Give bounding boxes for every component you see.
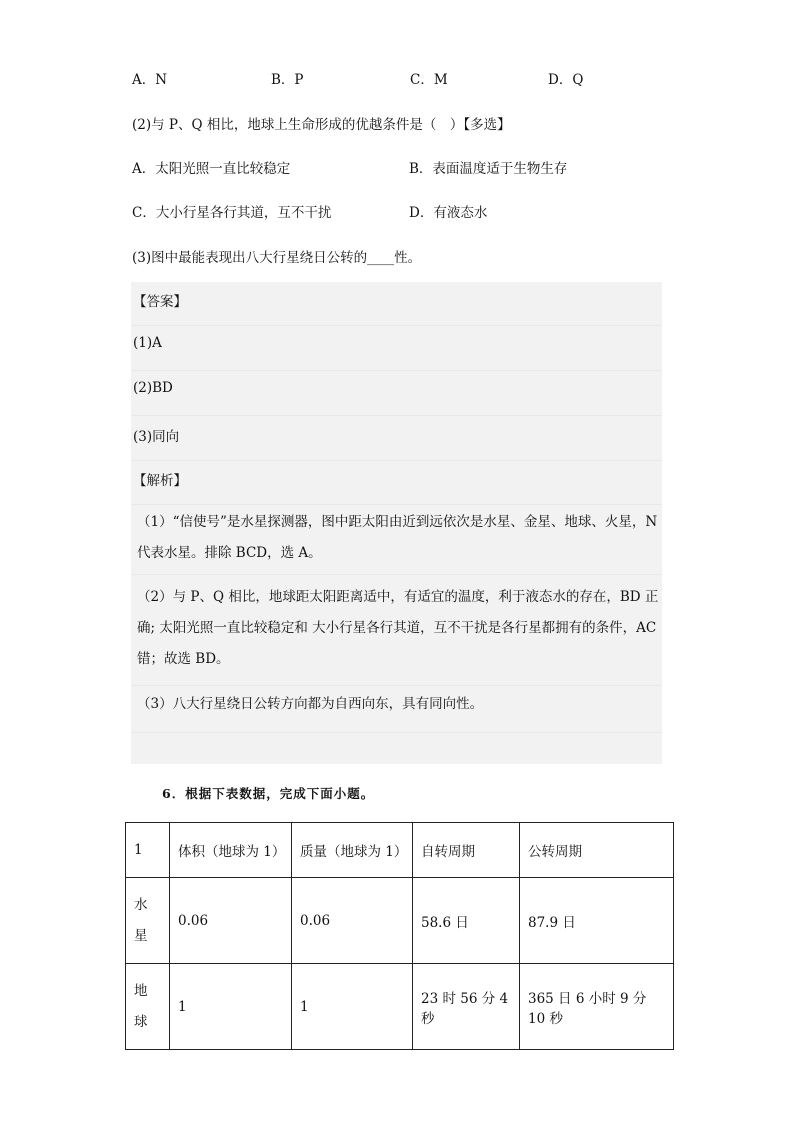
answer-2: (2)BD: [133, 380, 173, 396]
divider: [131, 574, 662, 575]
question-6-stem: 6．根据下表数据，完成下面小题。: [162, 786, 375, 801]
table-row: [126, 878, 674, 964]
table-header-cell: 质量（地球为 1）: [292, 823, 413, 878]
answer-box: [131, 282, 662, 764]
table-header-cell: 1: [126, 823, 170, 878]
analysis-paragraph-3: （3）八大行星绕日公转方向都为自西向东，具有同向性。: [137, 696, 484, 712]
divider: [131, 415, 662, 416]
q2-option-b: B．表面温度适于生物生存: [409, 161, 568, 177]
table-cell-rotation: 58.6 日: [413, 878, 520, 964]
table-cell-revolution: 365 日 6 小时 9 分 10 秒: [520, 964, 674, 1050]
table-row: [126, 964, 674, 1050]
answer-heading: 【答案】: [133, 294, 187, 310]
answer-3: (3)同向: [133, 429, 180, 445]
table-cell-planet: [126, 964, 170, 1050]
q2-option-a: A．太阳光照一直比较稳定: [132, 161, 291, 177]
divider: [131, 685, 662, 686]
table-cell-mass: 1: [292, 964, 413, 1050]
divider: [131, 504, 662, 505]
divider: [131, 460, 662, 461]
table-cell-mass: 0.06: [292, 878, 413, 964]
planet-data-table: [125, 822, 674, 1050]
option-a: A．N: [132, 72, 168, 88]
option-d: D．Q: [548, 72, 584, 88]
analysis-heading: 【解析】: [133, 473, 187, 489]
q2-option-c: C．大小行星各行其道，互不干扰: [132, 205, 332, 221]
q2-option-d: D．有液态水: [409, 205, 488, 221]
question-3-stem: (3)图中最能表现出八大行星绕日公转的____性。: [132, 250, 422, 266]
option-b: B．P: [271, 72, 304, 88]
answer-1: (1)A: [133, 335, 162, 351]
divider: [131, 732, 662, 733]
table-header-cell: 体积（地球为 1）: [170, 823, 292, 878]
table-cell-volume: 0.06: [170, 878, 292, 964]
planet-name: 水星: [134, 896, 148, 944]
divider: [131, 370, 662, 371]
divider: [131, 325, 662, 326]
question-2-stem: (2)与 P、Q 相比，地球上生命形成的优越条件是（ ）【多选】: [132, 117, 511, 133]
analysis-paragraph-2: （2）与 P、Q 相比，地球距太阳距离适中，有适宜的温度，利于液态水的存在，BD 正确; 太阳光照一直比较稳定和 大小行星各行其道，互不干扰是各行星都拥有的条件，AC 错；故选 BD。: [137, 589, 659, 667]
table-cell-volume: 1: [170, 964, 292, 1050]
table-header-cell: 自转周期: [413, 823, 520, 878]
table-header-cell: 公转周期: [520, 823, 674, 878]
table-cell-rotation: 23 时 56 分 4 秒: [413, 964, 520, 1050]
table-cell-revolution: 87.9 日: [520, 878, 674, 964]
table-cell-planet: [126, 878, 170, 964]
table-header-row: [126, 823, 674, 878]
planet-name: 地球: [134, 982, 148, 1030]
analysis-paragraph-1: （1）“信使号”是水星探测器，图中距太阳由近到远依次是水星、金星、地球、火星，N 代表水星。排除 BCD，选 A。: [137, 514, 658, 561]
option-c: C．M: [410, 72, 448, 88]
